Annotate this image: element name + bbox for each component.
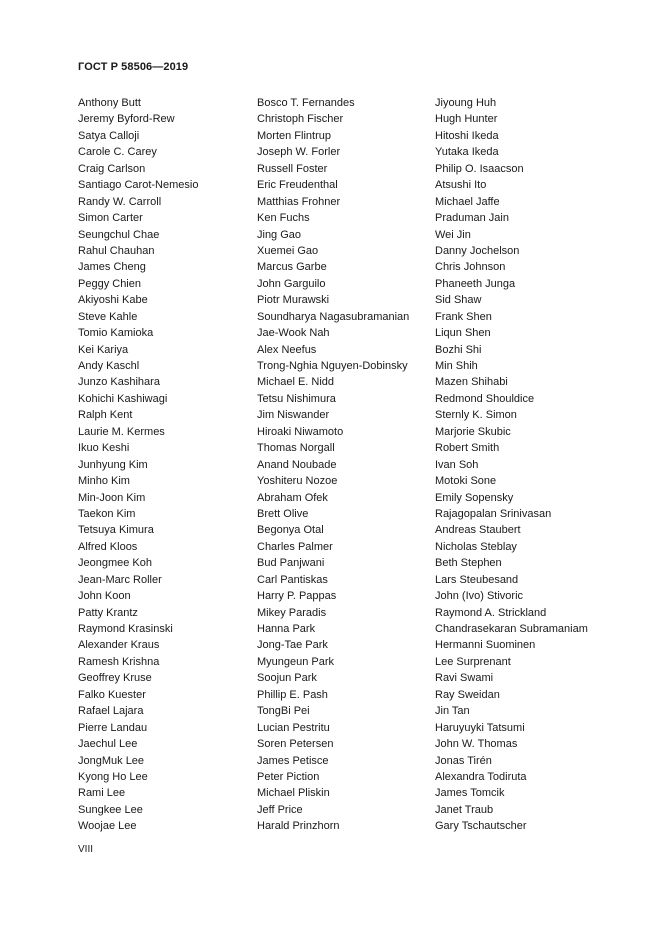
- name-entry: Woojae Lee: [78, 820, 137, 833]
- name-entry: Myungeun Park: [257, 655, 335, 668]
- name-entry: Rafael Lajara: [78, 705, 144, 718]
- name-entry: Satya Calloji: [78, 129, 140, 142]
- name-entry: Jim Niswander: [257, 409, 330, 422]
- name-entry: Carole C. Carey: [78, 146, 157, 159]
- name-entry: Taekon Kim: [78, 507, 136, 520]
- name-entry: Rahul Chauhan: [78, 244, 155, 257]
- name-entry: Joseph W. Forler: [257, 146, 341, 159]
- name-entry: Tetsuya Kimura: [78, 524, 154, 537]
- name-entry: Haruyuyki Tatsumi: [435, 721, 525, 734]
- name-entry: Harald Prinzhorn: [257, 820, 340, 833]
- name-entry: Philip O. Isaacson: [435, 162, 524, 175]
- name-entry: Bozhi Shi: [435, 343, 482, 356]
- page-number: VIII: [78, 844, 94, 855]
- name-entry: James Tomcik: [435, 787, 505, 800]
- name-entry: Piotr Murawski: [257, 294, 330, 307]
- name-entry: Liqun Shen: [435, 327, 491, 340]
- name-entry: Craig Carlson: [78, 162, 146, 175]
- name-entry: John (Ivo) Stivoric: [435, 590, 524, 603]
- name-entry: Morten Flintrup: [257, 129, 331, 142]
- name-entry: Harry P. Pappas: [257, 590, 337, 603]
- name-entry: Junzo Kashihara: [78, 376, 160, 389]
- name-entry: Anand Noubade: [257, 458, 337, 471]
- name-entry: Phaneeth Junga: [435, 277, 516, 290]
- name-entry: Yutaka Ikeda: [435, 146, 499, 159]
- name-entry: Jonas Tirén: [435, 754, 492, 767]
- name-entry: Hiroaki Niwamoto: [257, 425, 344, 438]
- name-entry: Simon Carter: [78, 212, 143, 225]
- name-entry: Jeff Price: [257, 803, 303, 816]
- name-entry: Lee Surprenant: [435, 655, 511, 668]
- name-entry: Jeremy Byford-Rew: [78, 113, 175, 126]
- name-entry: Chris Johnson: [435, 261, 506, 274]
- name-entry: Alexandra Todiruta: [435, 770, 527, 783]
- name-entry: Praduman Jain: [435, 212, 509, 225]
- name-entry: TongBi Pei: [257, 705, 310, 718]
- name-entry: Anthony Butt: [78, 97, 141, 109]
- name-entry: Kohichi Kashiwagi: [78, 392, 168, 405]
- name-entry: Marjorie Skubic: [435, 425, 511, 438]
- name-entry: Soren Petersen: [257, 738, 334, 751]
- name-entry: Thomas Norgall: [257, 442, 335, 455]
- name-entry: Jeongmee Koh: [78, 557, 152, 570]
- name-entry: James Cheng: [78, 261, 146, 274]
- name-entry: Nicholas Steblay: [435, 540, 517, 553]
- name-entry: Jin Tan: [435, 705, 470, 718]
- names-column-3: [435, 95, 588, 835]
- name-entry: Danny Jochelson: [435, 244, 520, 257]
- name-entry: Atsushi Ito: [435, 179, 487, 192]
- name-entry: Rami Lee: [78, 787, 126, 800]
- name-entry: Hermanni Suominen: [435, 639, 536, 652]
- name-entry: Pierre Landau: [78, 721, 148, 734]
- name-entry: Mikey Paradis: [257, 606, 327, 619]
- name-entry: JongMuk Lee: [78, 754, 145, 767]
- name-entry: Ravi Swami: [435, 672, 494, 685]
- name-entry: Jae-Wook Nah: [257, 327, 330, 340]
- name-entry: Jaechul Lee: [78, 738, 138, 751]
- name-entry: Christoph Fischer: [257, 113, 344, 126]
- name-entry: Begonya Otal: [257, 524, 324, 537]
- name-entry: Robert Smith: [435, 442, 500, 455]
- name-entry: Sungkee Lee: [78, 803, 143, 816]
- name-entry: Abraham Ofek: [257, 491, 328, 504]
- name-entry: Lucian Pestritu: [257, 721, 330, 734]
- name-entry: Steve Kahle: [78, 310, 138, 323]
- name-entry: Lars Steubesand: [435, 573, 519, 586]
- name-entry: Peter Piction: [257, 770, 320, 783]
- name-entry: Soundharya Nagasubramanian: [257, 310, 410, 323]
- name-entry: Geoffrey Kruse: [78, 672, 152, 685]
- name-entry: Min-Joon Kim: [78, 491, 146, 504]
- name-entry: Mazen Shihabi: [435, 376, 508, 389]
- name-entry: Kei Kariya: [78, 343, 129, 356]
- name-entry: Seungchul Chae: [78, 228, 160, 241]
- name-entry: Hugh Hunter: [435, 113, 498, 126]
- name-entry: John Koon: [78, 590, 131, 603]
- name-entry: Rajagopalan Srinivasan: [435, 507, 552, 520]
- name-entry: Redmond Shouldice: [435, 392, 535, 405]
- name-entry: Michael E. Nidd: [257, 376, 335, 389]
- name-entry: Minho Kim: [78, 475, 130, 488]
- name-entry: Carl Pantiskas: [257, 573, 328, 586]
- page-header: ГОСТ Р 58506—2019: [78, 61, 189, 73]
- name-entry: Ralph Kent: [78, 409, 133, 422]
- name-entry: Patty Krantz: [78, 606, 138, 619]
- name-entry: Soojun Park: [257, 672, 317, 685]
- name-entry: Gary Tschautscher: [435, 820, 527, 833]
- name-entry: Frank Shen: [435, 310, 492, 323]
- name-entry: Eric Freudenthal: [257, 179, 338, 192]
- name-entry: Sternly K. Simon: [435, 409, 517, 422]
- name-entry: Motoki Sone: [435, 475, 497, 488]
- name-entry: Ray Sweidan: [435, 688, 500, 701]
- names-column-2: [257, 95, 409, 835]
- name-entry: James Petisce: [257, 754, 329, 767]
- name-entry: Michael Jaffe: [435, 195, 500, 208]
- name-entry: Trong-Nghia Nguyen-Dobinsky: [257, 360, 408, 372]
- name-entry: Jing Gao: [257, 228, 302, 241]
- name-entry: Alex Neefus: [257, 343, 317, 356]
- name-entry: Michael Pliskin: [257, 787, 330, 800]
- name-entry: Emily Sopensky: [435, 491, 514, 504]
- name-entry: Brett Olive: [257, 507, 309, 520]
- name-entry: Bosco T. Fernandes: [257, 97, 355, 109]
- name-entry: Ken Fuchs: [257, 212, 310, 225]
- name-entry: Jong-Tae Park: [257, 639, 328, 652]
- name-entry: Beth Stephen: [435, 557, 502, 570]
- name-entry: Yoshiteru Nozoe: [257, 475, 338, 488]
- name-entry: Janet Traub: [435, 803, 494, 816]
- name-entry: Bud Panjwani: [257, 557, 325, 570]
- name-entry: Andy Kaschl: [78, 360, 140, 372]
- name-entry: Phillip E. Pash: [257, 688, 328, 701]
- name-entry: Jean-Marc Roller: [78, 573, 162, 586]
- name-entry: Matthias Frohner: [257, 195, 341, 208]
- names-column-1: [78, 95, 198, 835]
- name-entry: Alfred Kloos: [78, 540, 138, 553]
- name-entry: Kyong Ho Lee: [78, 770, 148, 783]
- name-entry: John Garguilo: [257, 277, 326, 290]
- name-entry: Akiyoshi Kabe: [78, 294, 148, 307]
- name-entry: Peggy Chien: [78, 277, 141, 290]
- name-entry: Wei Jin: [435, 228, 471, 241]
- name-entry: Randy W. Carroll: [78, 195, 162, 208]
- name-entry: Chandrasekaran Subramaniam: [435, 623, 588, 635]
- name-entry: Ivan Soh: [435, 458, 479, 471]
- name-entry: Tomio Kamioka: [78, 327, 154, 340]
- name-entry: John W. Thomas: [435, 738, 518, 751]
- name-entry: Min Shih: [435, 360, 478, 372]
- name-entry: Ikuo Keshi: [78, 442, 130, 455]
- name-entry: Marcus Garbe: [257, 261, 327, 274]
- name-entry: Sid Shaw: [435, 294, 482, 307]
- name-entry: Junhyung Kim: [78, 458, 148, 471]
- name-entry: Russell Foster: [257, 162, 328, 175]
- name-entry: Ramesh Krishna: [78, 655, 160, 668]
- name-entry: Raymond A. Strickland: [435, 606, 547, 619]
- name-entry: Falko Kuester: [78, 688, 146, 701]
- name-entry: Jiyoung Huh: [435, 97, 497, 109]
- name-entry: Xuemei Gao: [257, 244, 319, 257]
- name-entry: Raymond Krasinski: [78, 623, 173, 635]
- name-entry: Alexander Kraus: [78, 639, 160, 652]
- name-entry: Hitoshi Ikeda: [435, 129, 499, 142]
- name-entry: Santiago Carot-Nemesio: [78, 179, 199, 192]
- name-entry: Andreas Staubert: [435, 524, 521, 537]
- name-entry: Tetsu Nishimura: [257, 392, 336, 405]
- name-entry: Laurie M. Kermes: [78, 425, 165, 438]
- name-entry: Hanna Park: [257, 623, 316, 635]
- name-entry: Charles Palmer: [257, 540, 333, 553]
